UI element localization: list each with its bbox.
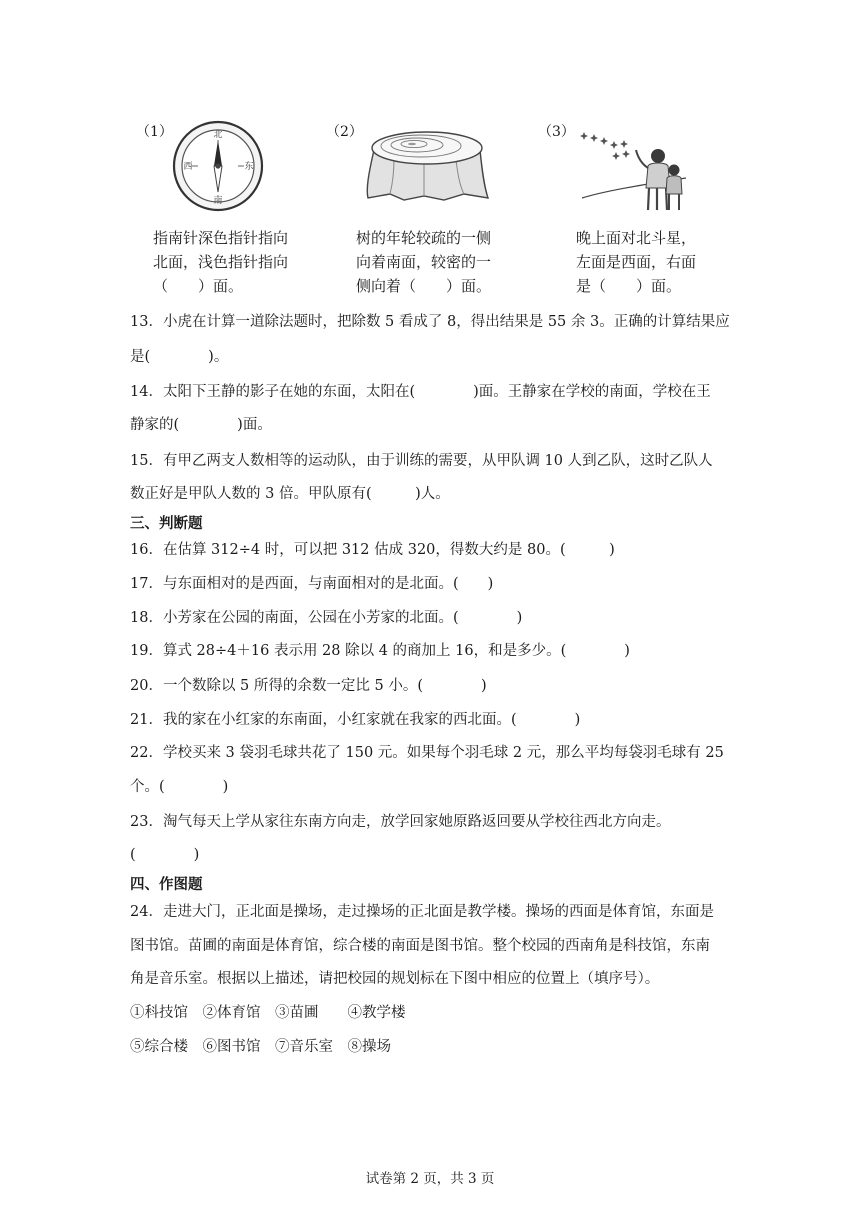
picture-1-caption: 指南针深色指针指向 北面，浅色指针指向 （ ）面。 — [153, 229, 289, 295]
compass-north-label: 北 — [213, 130, 223, 140]
question-20: 20．一个数除以 5 所得的余数一定比 5 小。( ) — [130, 678, 487, 694]
question-15-line-2: 数正好是甲队人数的 3 倍。甲队原有( )人。 — [130, 486, 450, 502]
compass-west-label: 西 — [183, 162, 193, 172]
question-24-options-row-2: ⑤综合楼 ⑥图书馆 ⑦音乐室 ⑧操场 — [130, 1039, 391, 1055]
question-15-line-1: 15．有甲乙两支人数相等的运动队，由于训练的需要，从甲队调 10 人到乙队，这时乙队人 — [130, 453, 713, 469]
question-22-line-2: 个。( ) — [130, 779, 229, 795]
big-dipper-stars — [580, 132, 630, 160]
section-draw-heading: 四、作图题 — [130, 876, 203, 893]
compass-illustration — [170, 118, 266, 214]
question-24-line-2: 图书馆。苗圃的南面是体育馆，综合楼的南面是图书馆。整个校园的西南角是科技馆，东南 — [130, 938, 710, 954]
picture-2-label: （2） — [326, 124, 363, 140]
question-14-line-2: 静家的( )面。 — [130, 417, 272, 433]
question-13-line-2: 是( )。 — [130, 349, 229, 365]
question-18: 18．小芳家在公园的南面，公园在小芳家的北面。( ) — [130, 610, 523, 626]
picture-1-label: （1） — [136, 124, 173, 140]
picture-2-caption: 树的年轮较疏的一侧 向着南面，较密的一 侧向着（ ）面。 — [356, 229, 492, 295]
question-23-line-1: 23．淘气每天上学从家往东南方向走，放学回家她原路返回要从学校往西北方向走。 — [130, 814, 671, 830]
page-footer: 试卷第 2 页，共 3 页 — [365, 1171, 495, 1187]
picture-3-caption: 晚上面对北斗星， 左面是西面，右面 是（ ）面。 — [576, 229, 697, 295]
stargazing-illustration — [578, 128, 690, 214]
question-24-options-row-1: ①科技馆 ②体育馆 ③苗圃 ④教学楼 — [130, 1005, 406, 1021]
question-21: 21．我的家在小红家的东南面，小红家就在我家的西北面。( ) — [130, 712, 581, 728]
compass-south-label: 南 — [213, 196, 223, 206]
question-23-line-2: ( ) — [130, 847, 200, 863]
section-judge-heading: 三、判断题 — [130, 515, 203, 532]
question-14-line-1: 14．太阳下王静的影子在她的东面，太阳在( )面。王静家在学校的南面，学校在王 — [130, 384, 711, 400]
question-13-line-1: 13．小虎在计算一道除法题时，把除数 5 看成了 8，得出结果是 55 余 3。正确的计算结果应 — [130, 314, 730, 330]
question-24-line-1: 24．走进大门，正北面是操场，走过操场的正北面是教学楼。操场的西面是体育馆，东面是 — [130, 904, 714, 920]
compass-east-label: 东 — [244, 162, 254, 172]
question-22-line-1: 22．学校买来 3 袋羽毛球共花了 150 元。如果每个羽毛球 2 元，那么平均每袋羽毛球有 25 — [130, 745, 724, 761]
question-19: 19．算式 28÷4＋16 表示用 28 除以 4 的商加上 16，和是多少。( ) — [130, 643, 630, 659]
tree-stump-illustration — [364, 124, 492, 204]
picture-3-label: （3） — [538, 124, 575, 140]
question-24-line-3: 角是音乐室。根据以上描述，请把校园的规划标在下图中相应的位置上（填序号）。 — [130, 971, 660, 987]
question-16: 16．在估算 312÷4 时，可以把 312 估成 320，得数大约是 80。( ) — [130, 542, 615, 558]
question-17: 17．与东面相对的是西面，与南面相对的是北面。( ) — [130, 576, 494, 592]
